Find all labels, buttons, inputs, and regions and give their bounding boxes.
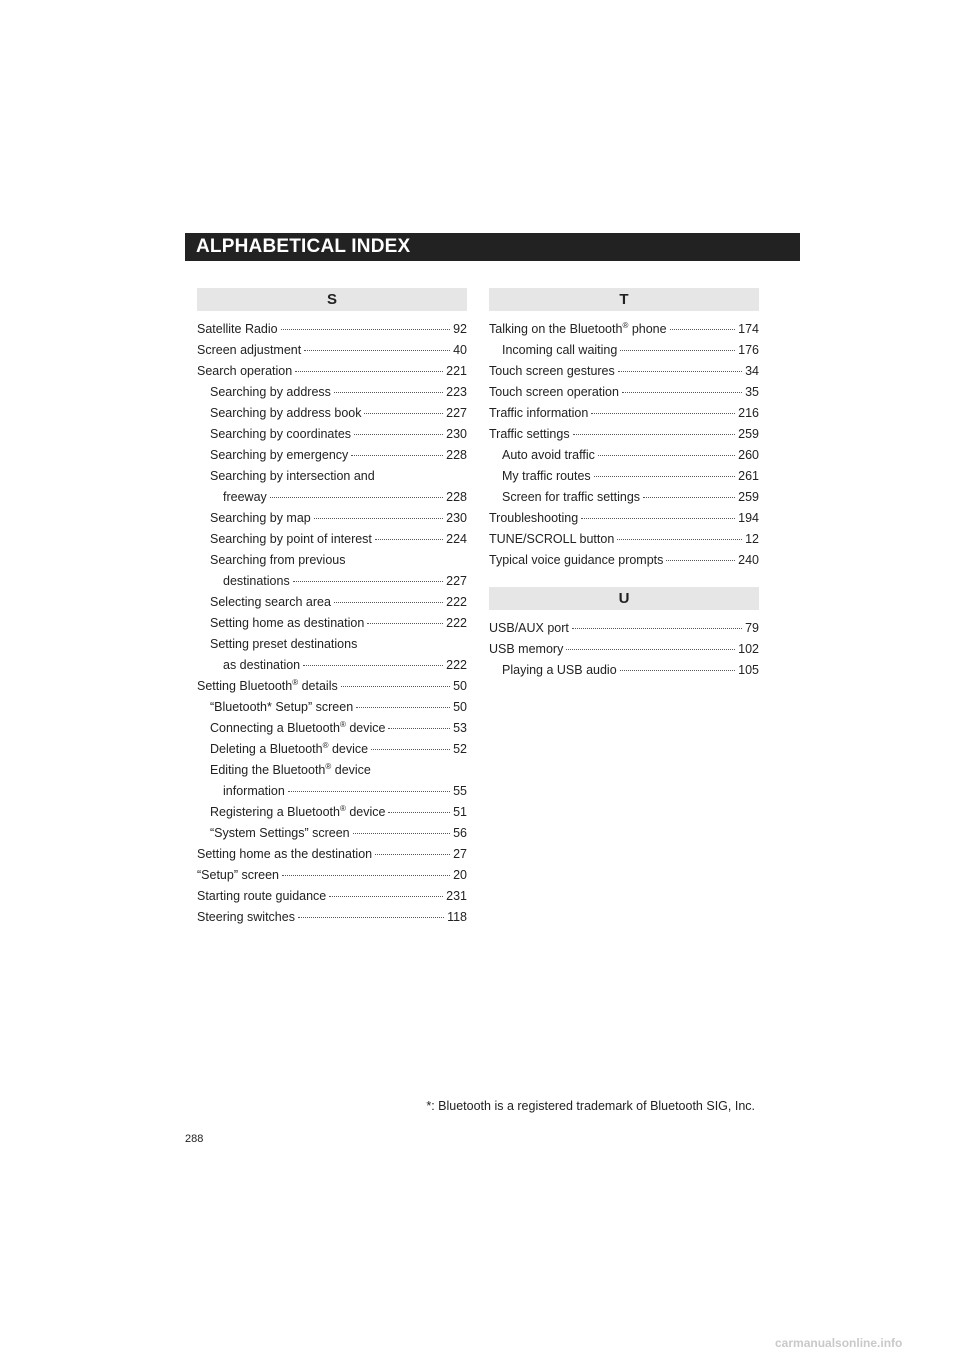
- entry-term-text: USB/AUX port: [489, 621, 569, 635]
- entry-term-text: Screen for traffic settings: [502, 490, 641, 504]
- entry-term-text: as destination: [223, 658, 301, 672]
- entry-page-number: 20: [453, 868, 467, 882]
- entry-page-number: 227: [446, 406, 467, 420]
- entry-term: [197, 865, 279, 886]
- entry-page-number: 12: [745, 532, 759, 546]
- registered-mark: ®: [339, 720, 346, 729]
- dot-leader: [591, 413, 735, 414]
- entry-term-text: Touch screen gestures: [489, 364, 615, 378]
- index-entry: [197, 424, 467, 445]
- index-entry: [197, 403, 467, 424]
- dot-leader: [581, 518, 735, 519]
- entry-term: [223, 655, 300, 676]
- dot-leader: [375, 854, 450, 855]
- entry-page-number: 231: [446, 889, 467, 903]
- entry-term-text: Setting Bluetooth: [197, 679, 293, 693]
- entry-term-text: information: [223, 784, 285, 798]
- index-entry: [197, 718, 467, 739]
- entry-term-suffix: device: [345, 805, 386, 819]
- index-entry: [197, 844, 467, 865]
- index-entry: [197, 319, 467, 340]
- dot-leader: [314, 518, 443, 519]
- entry-term-suffix: device: [328, 742, 369, 756]
- dot-leader: [364, 413, 443, 414]
- entry-term: [197, 319, 278, 340]
- registered-mark: ®: [622, 321, 629, 330]
- entry-term: [210, 424, 351, 445]
- dot-leader: [620, 670, 735, 671]
- dot-leader: [295, 371, 443, 372]
- dot-leader: [334, 392, 443, 393]
- entry-page-number: 240: [738, 553, 759, 567]
- index-entry: [197, 655, 467, 676]
- entry-page-number: 56: [453, 826, 467, 840]
- entry-term: [489, 639, 563, 660]
- registered-mark: ®: [322, 741, 329, 750]
- index-entry: [197, 907, 467, 928]
- entry-term-text: Talking on the Bluetooth: [489, 322, 623, 336]
- entry-page-number: 227: [446, 574, 467, 588]
- dot-leader: [334, 602, 443, 603]
- entry-term-text: Connecting a Bluetooth: [210, 721, 340, 735]
- index-entry: [197, 739, 467, 760]
- entry-term-text: Starting route guidance: [197, 889, 327, 903]
- entry-term-text: Setting home as destination: [210, 616, 365, 630]
- index-entry: [489, 508, 759, 529]
- entry-page-number: 55: [453, 784, 467, 798]
- page-title: ALPHABETICAL INDEX: [196, 236, 411, 257]
- entry-term: [210, 469, 375, 483]
- index-entry: [489, 424, 759, 445]
- entry-page-number: 224: [446, 532, 467, 546]
- index-entry: [197, 466, 467, 487]
- index-entry: [197, 508, 467, 529]
- index-entry: [197, 613, 467, 634]
- dot-leader: [329, 896, 443, 897]
- entry-page-number: 50: [453, 679, 467, 693]
- entry-term: [210, 739, 368, 760]
- index-entry: [489, 382, 759, 403]
- index-entry: [197, 865, 467, 886]
- entry-term-text: Searching by intersection and: [210, 469, 375, 483]
- entry-term-text: TUNE/SCROLL button: [489, 532, 615, 546]
- entry-page-number: 222: [446, 595, 467, 609]
- dot-leader: [643, 497, 735, 498]
- entry-term-text: Setting home as the destination: [197, 847, 373, 861]
- index-entry: [197, 634, 467, 655]
- entry-term: [210, 445, 348, 466]
- entry-term-text: Editing the Bluetooth: [210, 763, 326, 777]
- entry-term: [502, 466, 591, 487]
- entry-page-number: 52: [453, 742, 467, 756]
- dot-leader: [594, 476, 735, 477]
- dot-leader: [573, 434, 736, 435]
- watermark: carmanualsonline.info: [775, 1336, 903, 1350]
- entry-term-text: Searching by emergency: [210, 448, 349, 462]
- entry-term-text: “Setup” screen: [197, 868, 279, 882]
- entry-term: [210, 403, 361, 424]
- entry-term-text: Deleting a Bluetooth: [210, 742, 323, 756]
- index-entry: [489, 618, 759, 639]
- entry-term-text: freeway: [223, 490, 267, 504]
- entry-term: [210, 718, 385, 739]
- index-entry: [197, 445, 467, 466]
- entry-term-text: Searching from previous: [210, 553, 346, 567]
- dot-leader: [356, 707, 450, 708]
- index-entry: [197, 550, 467, 571]
- entry-term: [210, 823, 350, 844]
- index-entry: [489, 319, 759, 340]
- section-letter-t: T: [489, 288, 759, 311]
- page-number: 288: [185, 1133, 204, 1145]
- entry-term-text: Typical voice guidance prompts: [489, 553, 664, 567]
- index-entry: [489, 403, 759, 424]
- dot-leader: [388, 812, 450, 813]
- dot-leader: [281, 329, 450, 330]
- dot-leader: [288, 791, 450, 792]
- dot-leader: [282, 875, 450, 876]
- entry-term: [210, 697, 353, 718]
- entry-term: [197, 844, 372, 865]
- entry-term-text: USB memory: [489, 642, 564, 656]
- entry-term-suffix: phone: [628, 322, 667, 336]
- dot-leader: [353, 833, 450, 834]
- entry-page-number: 221: [446, 364, 467, 378]
- entry-page-number: 223: [446, 385, 467, 399]
- entry-term-text: My traffic routes: [502, 469, 591, 483]
- index-entry: [197, 571, 467, 592]
- entry-term-text: Selecting search area: [210, 595, 331, 609]
- dot-leader: [622, 392, 742, 393]
- entry-term: [210, 508, 311, 529]
- index-entry: [197, 382, 467, 403]
- dot-leader: [304, 350, 450, 351]
- index-entry: [197, 760, 467, 781]
- index-entry: [197, 487, 467, 508]
- entry-term: [197, 886, 326, 907]
- index-entry: [489, 445, 759, 466]
- index-entry: [197, 676, 467, 697]
- entry-term-text: Searching by point of interest: [210, 532, 372, 546]
- entry-term: [210, 802, 385, 823]
- dot-leader: [566, 649, 735, 650]
- index-banner: [185, 233, 800, 261]
- left-column: [197, 288, 467, 928]
- entry-term-text: Screen adjustment: [197, 343, 302, 357]
- entry-page-number: 259: [738, 427, 759, 441]
- dot-leader: [303, 665, 443, 666]
- entry-term: [210, 529, 372, 550]
- entry-term: [197, 907, 295, 928]
- dot-leader: [367, 623, 443, 624]
- entry-page-number: 51: [453, 805, 467, 819]
- entry-page-number: 228: [446, 490, 467, 504]
- section-letter-s: S: [197, 288, 467, 311]
- index-entry: [197, 592, 467, 613]
- entry-page-number: 92: [453, 322, 467, 336]
- index-entry: [197, 781, 467, 802]
- entry-term-text: Search operation: [197, 364, 293, 378]
- footnote: *: Bluetooth is a registered trademark of Bluetooth SIG, Inc.: [426, 1099, 755, 1113]
- dot-leader: [572, 628, 742, 629]
- entry-page-number: 102: [738, 642, 759, 656]
- entry-term-text: Searching by address: [210, 385, 331, 399]
- registered-mark: ®: [325, 762, 332, 771]
- entry-term-text: Incoming call waiting: [502, 343, 618, 357]
- entry-page-number: 174: [738, 322, 759, 336]
- entry-term: [489, 319, 667, 340]
- entry-term-text: Searching by address book: [210, 406, 362, 420]
- entry-term-text: Setting preset destinations: [210, 637, 358, 651]
- entry-term-text: Searching by coordinates: [210, 427, 352, 441]
- entry-term-text: Satellite Radio: [197, 322, 278, 336]
- entry-term: [197, 340, 301, 361]
- entry-term: [489, 361, 615, 382]
- entry-term-suffix: details: [298, 679, 338, 693]
- index-entry: [197, 340, 467, 361]
- entry-term-text: Troubleshooting: [489, 511, 579, 525]
- entry-term: [489, 403, 588, 424]
- index-entry: [489, 639, 759, 660]
- index-entry: [489, 529, 759, 550]
- entry-term: [210, 613, 364, 634]
- entry-term: [489, 618, 569, 639]
- entry-term: [197, 676, 338, 697]
- dot-leader: [666, 560, 735, 561]
- dot-leader: [670, 329, 736, 330]
- index-entry: [489, 466, 759, 487]
- entry-page-number: 230: [446, 427, 467, 441]
- entry-term: [210, 553, 345, 567]
- dot-leader: [351, 455, 443, 456]
- dot-leader: [598, 455, 735, 456]
- dot-leader: [354, 434, 443, 435]
- entry-term-text: Traffic information: [489, 406, 589, 420]
- entry-term: [223, 571, 290, 592]
- entry-page-number: 260: [738, 448, 759, 462]
- entry-page-number: 230: [446, 511, 467, 525]
- section-spacer: [489, 571, 759, 587]
- entry-page-number: 105: [738, 663, 759, 677]
- entry-term: [210, 382, 331, 403]
- entry-page-number: 79: [745, 621, 759, 635]
- entry-term: [210, 637, 357, 651]
- entry-term: [502, 340, 617, 361]
- entry-term: [489, 550, 663, 571]
- entry-term: [502, 660, 617, 681]
- entry-term: [489, 529, 614, 550]
- entry-page-number: 176: [738, 343, 759, 357]
- entry-term: [223, 487, 267, 508]
- entry-term: [197, 361, 292, 382]
- entry-term: [210, 592, 331, 613]
- entry-term-text: Touch screen operation: [489, 385, 619, 399]
- registered-mark: ®: [339, 804, 346, 813]
- entry-page-number: 34: [745, 364, 759, 378]
- entry-page-number: 259: [738, 490, 759, 504]
- entry-page-number: 222: [446, 658, 467, 672]
- entry-term: [502, 445, 595, 466]
- index-entry: [489, 361, 759, 382]
- entry-page-number: 50: [453, 700, 467, 714]
- entry-term-text: Auto avoid traffic: [502, 448, 595, 462]
- index-entry: [197, 697, 467, 718]
- dot-leader: [617, 539, 742, 540]
- dot-leader: [298, 917, 444, 918]
- dot-leader: [388, 728, 450, 729]
- entry-term-text: Steering switches: [197, 910, 295, 924]
- entry-term: [489, 382, 619, 403]
- entry-term-text: Playing a USB audio: [502, 663, 617, 677]
- entry-term: [223, 781, 285, 802]
- entry-page-number: 53: [453, 721, 467, 735]
- registered-mark: ®: [292, 678, 299, 687]
- dot-leader: [341, 686, 450, 687]
- dot-leader: [270, 497, 443, 498]
- index-entry: [489, 550, 759, 571]
- index-entry: [197, 529, 467, 550]
- dot-leader: [618, 371, 742, 372]
- entry-term: [489, 424, 570, 445]
- dot-leader: [620, 350, 735, 351]
- entry-page-number: 222: [446, 616, 467, 630]
- entry-term: [489, 508, 578, 529]
- dot-leader: [293, 581, 443, 582]
- entry-term: [210, 763, 371, 777]
- entry-page-number: 261: [738, 469, 759, 483]
- entry-term-text: Registering a Bluetooth: [210, 805, 340, 819]
- index-entry: [489, 487, 759, 508]
- entry-term-suffix: device: [331, 763, 371, 777]
- entry-term-text: “System Settings” screen: [210, 826, 350, 840]
- index-entry: [197, 361, 467, 382]
- entry-page-number: 228: [446, 448, 467, 462]
- index-entry: [489, 660, 759, 681]
- entry-page-number: 40: [453, 343, 467, 357]
- entry-term-text: Searching by map: [210, 511, 311, 525]
- index-entry: [489, 340, 759, 361]
- entry-term: [502, 487, 640, 508]
- dot-leader: [375, 539, 443, 540]
- entry-term-suffix: device: [345, 721, 386, 735]
- index-entry: [197, 886, 467, 907]
- index-entry: [197, 802, 467, 823]
- entry-page-number: 216: [738, 406, 759, 420]
- right-column: [489, 288, 759, 681]
- index-entry: [197, 823, 467, 844]
- entry-term-text: “Bluetooth* Setup” screen: [210, 700, 354, 714]
- entry-page-number: 118: [447, 910, 467, 924]
- section-letter-u: U: [489, 587, 759, 610]
- entry-term-text: destinations: [223, 574, 290, 588]
- entry-page-number: 35: [745, 385, 759, 399]
- dot-leader: [371, 749, 450, 750]
- entry-page-number: 27: [453, 847, 467, 861]
- entry-term-text: Traffic settings: [489, 427, 570, 441]
- entry-page-number: 194: [738, 511, 759, 525]
